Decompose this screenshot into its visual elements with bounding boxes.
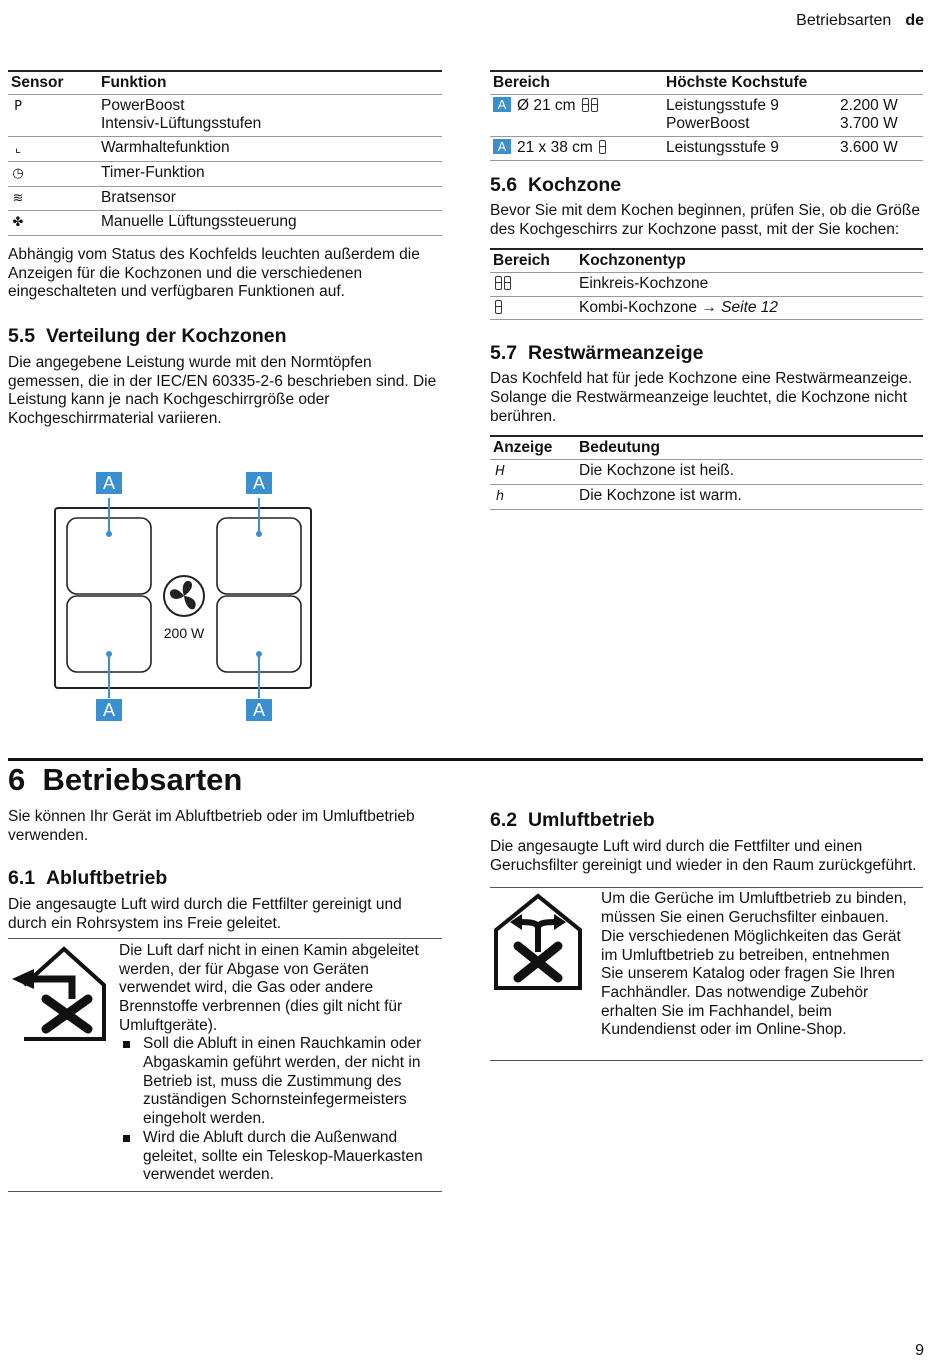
single-zone-icon [582, 98, 589, 112]
level-value: Leistungsstufe 9 [666, 96, 779, 114]
meaning-text: Die Kochzone ist heiß. [576, 460, 923, 485]
chapter-title: Betriebsarten [42, 762, 243, 797]
zone-type: Kombi-Kochzone [579, 298, 698, 316]
status-paragraph: Abhängig vom Status des Kochfelds leuchten außerdem die Anzeigen für die Kochzonen und die verschiedenen eingeschalteten und verfügbaren Funktionen auf. [8, 245, 420, 301]
table-row [8, 94, 442, 136]
zone-type: Einkreis-Kochzone [576, 272, 923, 296]
frying-sensor-icon: ≋ [12, 190, 24, 206]
table-row [490, 94, 923, 136]
arrow-icon: → [701, 298, 717, 316]
section-heading-5-5 [8, 324, 442, 348]
cooking-zone-table [490, 248, 923, 320]
section-text: Das Kochfeld hat für jede Kochzone eine Restwärmeanzeige. Solange die Restwärmeanzeige leuchtet, die Kochzone nicht berühren. [490, 370, 913, 425]
area-value: 21 x 38 cm [517, 139, 593, 157]
section-text: Bevor Sie mit dem Kochen beginnen, prüfen Sie, ob die Größe des Kochgeschirrs zur Kochzone passt, mit der Sie kochen: [490, 201, 920, 238]
warm-indicator-icon: h [495, 488, 505, 504]
section-number: 5.6 [490, 173, 518, 196]
section-number: 5.7 [490, 342, 518, 365]
section-heading-5-7 [490, 341, 923, 365]
table-row [8, 137, 442, 162]
exhaust-note [8, 938, 442, 1192]
zone-label-a: A [96, 472, 122, 494]
zone-label-a: A [246, 699, 272, 721]
timer-icon: ◷ [12, 165, 24, 181]
watt-col-header [837, 71, 923, 94]
hot-indicator-icon: H [495, 464, 505, 480]
page-number: 9 [915, 1342, 924, 1360]
meaning-col-header: Bedeutung [576, 436, 923, 459]
combi-zone-icon [599, 140, 606, 154]
chapter-rule [8, 758, 923, 761]
display-col-header: Anzeige [490, 436, 576, 459]
single-zone-icon [591, 98, 598, 112]
table-row [490, 484, 923, 509]
combi-zone-icon [495, 300, 502, 314]
zone-label-a: A [96, 699, 122, 721]
area-col-header: Bereich [490, 71, 663, 94]
table-row [8, 161, 442, 186]
header-lang: de [905, 12, 924, 29]
chapter-heading [8, 762, 242, 798]
power-table [490, 70, 923, 161]
single-zone-icon [495, 276, 502, 290]
bullet-list [119, 1035, 429, 1185]
function-label: Intensiv-Lüftungsstufen [101, 115, 262, 133]
exhaust-house-icon [10, 943, 112, 1043]
sensor-table-block [8, 70, 442, 429]
section-text: Die angesaugte Luft wird durch die Fettfilter gereinigt und durch ein Rohrsystem ins Freie geleitet. [8, 896, 402, 933]
max-level-col-header: Höchste Kochstufe [663, 71, 837, 94]
list-item: Soll die Abluft in einen Rauchkamin oder Abgaskamin geführt werden, der nicht in Betrieb ist, muss die Zustimmung des zuständigen Schornsteinfegermeisters eingeholt werden. [119, 1035, 429, 1129]
header-section: Betriebsarten [796, 12, 892, 29]
function-label: Warmhaltefunktion [98, 137, 442, 162]
function-label: Bratsensor [98, 186, 442, 211]
watt-value: 2.200 W [840, 96, 898, 114]
note-text: Um die Gerüche im Umluftbetrieb zu binden, müssen Sie einen Geruchsfilter einbauen. Die verschiedenen Möglichkeiten das Gerät im Umluftbetrieb zu betreiben, entnehmen Sie unserem Katalog oder fragen Sie Ihren Fachhändler. Das notwendige Zubehör erhalten Sie im Fachhandel, beim Kundendienst oder im Online-Shop. [601, 890, 907, 1039]
function-col-header: Funktion [98, 71, 442, 94]
sensor-table [8, 70, 442, 236]
level-value: PowerBoost [666, 115, 750, 133]
watt-value: 3.700 W [840, 115, 898, 133]
right-column-top [490, 70, 923, 510]
area-col-header: Bereich [490, 249, 576, 272]
zone-badge: A [493, 139, 511, 154]
function-label: Manuelle Lüftungssteuerung [98, 211, 442, 236]
single-zone-icon [504, 276, 511, 290]
section-title: Restwärmeanzeige [527, 342, 704, 365]
page-reference-link[interactable]: Seite 12 [721, 298, 779, 316]
section-text: Die angegebene Leistung wurde mit den Normtöpfen gemessen, die in der IEC/EN 60335-2-6 beschrieben sind. Die Leistung kann je nach Kochgeschirrgröße oder Kochgeschirrmaterial variieren. [8, 354, 437, 428]
powerboost-icon: P [14, 98, 22, 114]
section-title: Abluftbetrieb [45, 867, 168, 890]
table-row [8, 186, 442, 211]
table-row [490, 137, 923, 161]
section-number: 6.1 [8, 867, 36, 890]
residual-heat-table [490, 435, 923, 509]
recirculation-house-icon [492, 892, 584, 992]
section-number: 5.5 [8, 325, 36, 348]
section-title: Umluftbetrieb [527, 809, 655, 831]
table-row [490, 296, 923, 320]
right-column-bottom [490, 808, 923, 1061]
left-column-bottom [8, 808, 442, 1192]
list-item: Wird die Abluft durch die Außenwand geleitet, sollte ein Teleskop-Mauerkasten verwendet werden. [119, 1129, 429, 1185]
section-heading-6-2 [490, 808, 923, 832]
note-text: Die Luft darf nicht in einen Kamin abgeleitet werden, der für Abgase von Geräten verwendet wird, die Gas oder andere Brennstoffe verbrennen (dies gilt nicht für Umluftgeräte). [119, 941, 419, 1034]
chapter-number: 6 [8, 762, 26, 797]
section-title: Kochzone [527, 173, 622, 196]
section-heading-6-1 [8, 866, 442, 890]
recirculation-note [490, 887, 923, 1061]
chapter-intro: Sie können Ihr Gerät im Abluftbetrieb oder im Umluftbetrieb verwenden. [8, 808, 415, 844]
section-heading-5-6 [490, 173, 923, 197]
cooktop-diagram-svg [50, 470, 320, 725]
area-value: Ø 21 cm [517, 96, 576, 114]
function-label: PowerBoost [101, 96, 185, 114]
running-header [796, 12, 924, 31]
keep-warm-icon: ⌞ [14, 141, 22, 157]
level-value: Leistungsstufe 9 [663, 137, 837, 161]
cooktop-diagram [50, 470, 320, 725]
zone-badge: A [493, 97, 511, 112]
table-row [8, 211, 442, 236]
meaning-text: Die Kochzone ist warm. [576, 484, 923, 509]
section-text: Die angesaugte Luft wird durch die Fettfilter und einen Geruchsfilter gereinigt und wieder in den Raum zurückgeführt. [490, 838, 917, 874]
fan-power-label: 200 W [163, 625, 205, 641]
section-title: Verteilung der Kochzonen [45, 325, 287, 348]
watt-value: 3.600 W [837, 137, 923, 161]
function-label: Timer-Funktion [98, 161, 442, 186]
zone-type-col-header: Kochzonentyp [576, 249, 923, 272]
fan-icon: ✤ [12, 215, 24, 231]
sensor-col-header: Sensor [8, 71, 98, 94]
zone-label-a: A [246, 472, 272, 494]
table-row [490, 460, 923, 485]
table-row [490, 272, 923, 296]
section-number: 6.2 [490, 809, 518, 831]
